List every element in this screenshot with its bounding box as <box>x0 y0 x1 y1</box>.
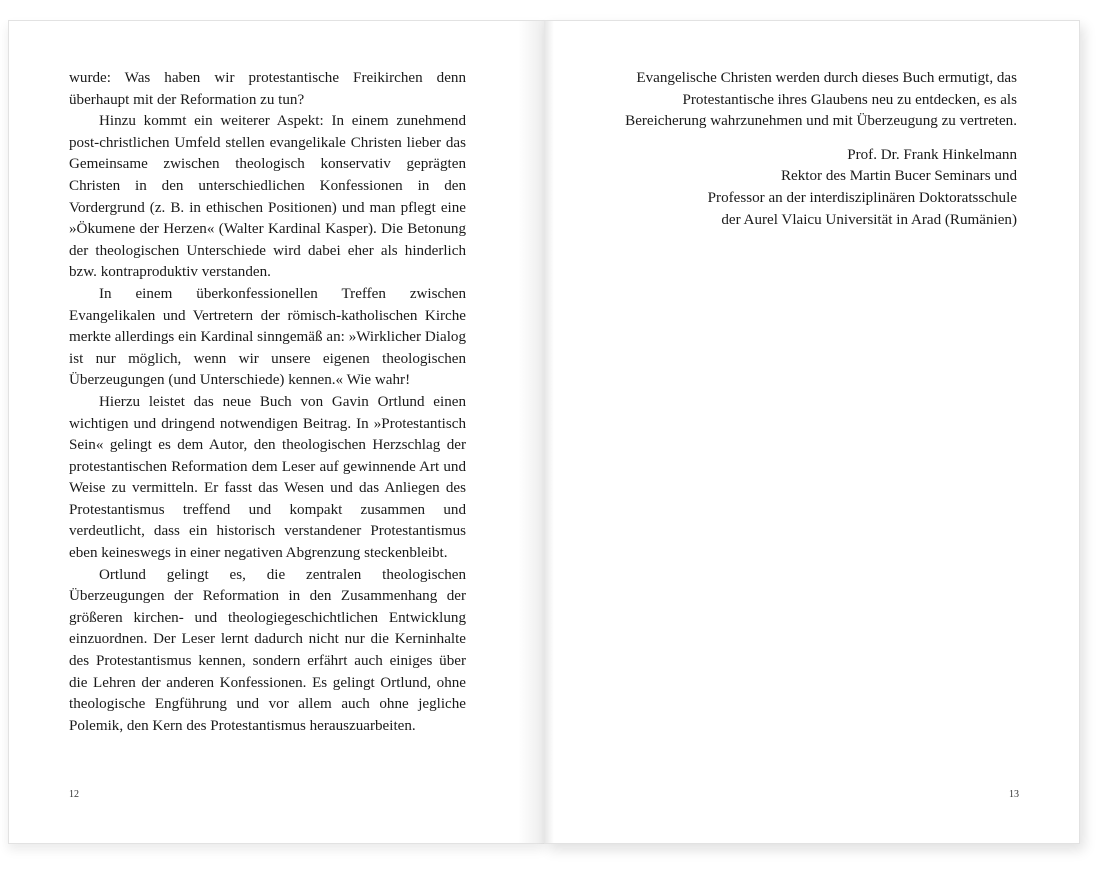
paragraph-5: Ortlund gelingt es, die zentralen theologischen Überzeugungen der Reformation in den Zusammenhang der größeren kirchen- und theologiegeschichtlichen Entwicklung einzuordnen. Der Leser lernt dadurch nicht nur die Kerninhalte des Protestantismus kennen, sondern erfährt auch einiges über die Lehren der anderen Konfessionen. Es gelingt Ortlund, ohne theologische Engführung und vor allem auch ohne jegliche Polemik, den Kern des Protestantismus herauszuarbeiten. <box>69 566 466 734</box>
book-spread <box>8 20 1080 844</box>
paragraph-3: In einem überkonfessionellen Treffen zwischen Evangelikalen und Vertretern der römisch-katholischen Kirche merkte allerdings ein Kardinal sinngemäß an: »Wirklicher Dialog ist nur möglich, wenn wir unsere eigenen theologischen Überzeugungen (und Unterschiede) kennen.« Wie wahr! <box>69 285 466 389</box>
signature-line-1: Rektor des Martin Bucer Seminars und <box>780 168 1017 185</box>
signature-line-3: der Aurel Vlaicu Universität in Arad (Rumänien) <box>721 211 1017 228</box>
page-number-right: 13 <box>1009 789 1019 800</box>
paragraph-2: Hinzu kommt ein weiterer Aspekt: In einem zunehmend post-christlichen Umfeld stellen evangelikale Christen lieber das Gemeinsame zwischen theologisch konservativ geprägten Christen in den unterschiedlichen Konfessionen in den Vordergrund (z. B. in ethischen Positionen) und man pflegt eine »Ökumene der Herzen« (Walter Kardinal Kasper). Die Betonung der theologischen Unterschiede wird dabei eher als hinderlich bzw. kontraproduktiv verstanden. <box>69 113 466 281</box>
signature-line-2: Professor an der interdisziplinären Doktoratsschule <box>707 189 1017 206</box>
signature-block <box>611 145 1017 231</box>
right-page <box>544 20 1080 844</box>
page-number-left: 12 <box>69 789 79 800</box>
paragraph-1: wurde: Was haben wir protestantische Freikirchen denn überhaupt mit der Reformation zu tun? <box>69 70 466 108</box>
closing-paragraph: Evangelische Christen werden durch dieses Buch ermutigt, das Protestantische ihres Glaubens neu zu entdecken, es als Bereicherung wahrzunehmen und mit Überzeugung zu vertreten. <box>625 70 1017 130</box>
gutter-shadow <box>544 21 554 843</box>
paragraph-4: Hierzu leistet das neue Buch von Gavin Ortlund einen wichtigen und dringend notwendigen Beitrag. In »Protestantisch Sein« gelingt es dem Autor, den theologischen Herzschlag der protestantischen Reformation dem Leser auf gewinnende Art und Weise zu vermitteln. Er fasst das Wesen und das Anliegen des Protestantismus treffend und kompakt zusammen und verdeutlicht, dass ein historisch verstandener Protestantismus eben keineswegs in einer negativen Abgrenzung steckenbleibt. <box>69 393 466 562</box>
left-page <box>8 20 544 844</box>
right-page-body <box>611 68 1017 231</box>
left-page-body <box>69 68 466 737</box>
gutter-shadow <box>518 21 544 843</box>
signature-name: Prof. Dr. Frank Hinkelmann <box>847 146 1017 163</box>
